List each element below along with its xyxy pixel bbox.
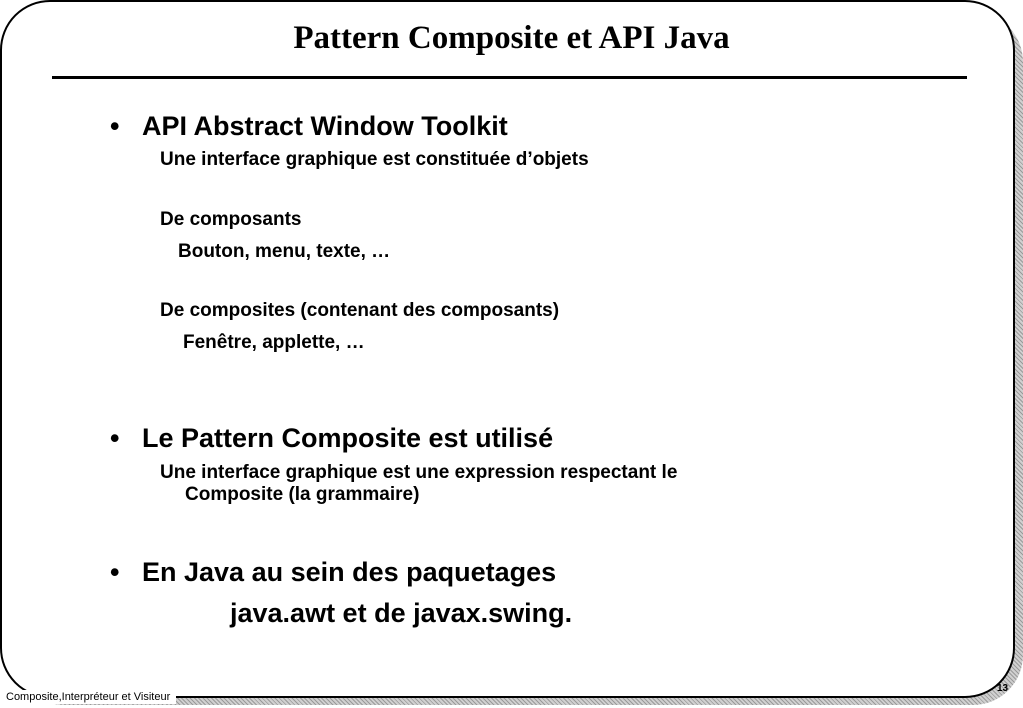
slide-title: Pattern Composite et API Java xyxy=(293,20,730,56)
pattern-line-2: Composite (la grammaire) xyxy=(185,484,420,505)
footer-label: Composite,Interpréteur et Visiteur xyxy=(6,690,176,704)
title-divider xyxy=(52,76,967,79)
bullet-awt-text: API Abstract Window Toolkit xyxy=(142,111,508,141)
bullet-java xyxy=(110,556,556,588)
awt-line-composants: De composants xyxy=(160,209,302,230)
awt-line-composites-examples: Fenêtre, applette, … xyxy=(183,332,365,353)
bullet-marker: • xyxy=(110,557,120,587)
page-number: 13 xyxy=(997,683,1009,694)
bullet-marker: • xyxy=(110,111,120,141)
bullet-awt xyxy=(110,110,508,142)
bullet-marker: • xyxy=(110,423,120,453)
awt-line-composants-examples: Bouton, menu, texte, … xyxy=(178,241,391,262)
java-packages-line: java.awt et de javax.swing. xyxy=(230,598,573,628)
pattern-line-1: Une interface graphique est une expression respectant le xyxy=(160,462,678,483)
bullet-pattern-text: Le Pattern Composite est utilisé xyxy=(142,423,554,453)
awt-line-composites: De composites (contenant des composants) xyxy=(160,300,560,321)
bullet-java-text: En Java au sein des paquetages xyxy=(142,557,557,587)
awt-line-interface: Une interface graphique est constituée d’objets xyxy=(160,149,589,170)
bullet-pattern xyxy=(110,422,553,454)
